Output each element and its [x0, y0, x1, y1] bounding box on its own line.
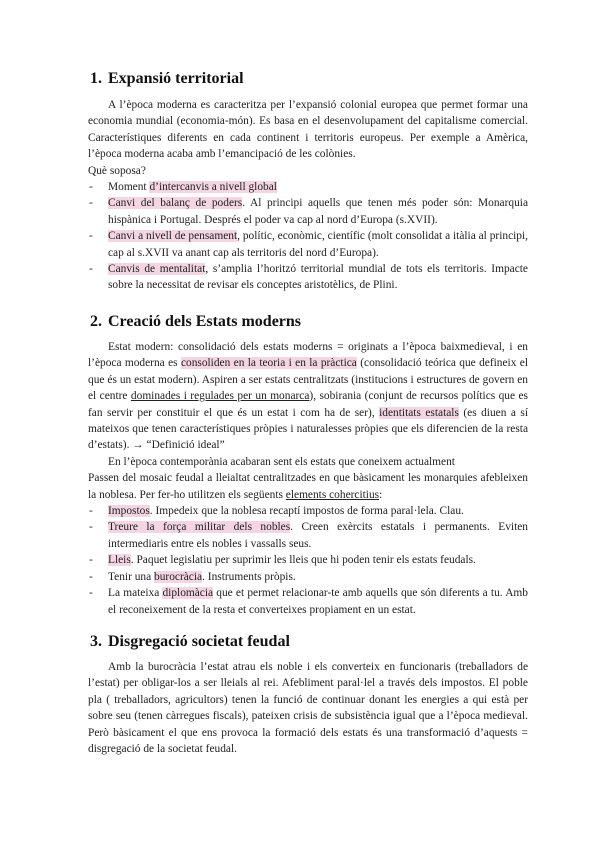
item-text: . Al principi aquells que tenen més poder són: Monarquia hispànica i Portugal. Després el poder va cap al nord d’Europa (s.XVII).	[108, 197, 528, 226]
list-item	[88, 569, 528, 585]
list-item	[88, 261, 528, 294]
item-text: , s’amplia l’horitzó territorial mundial de tots els territoris. Impacte sobre la necessitat de revisar els conceptes aristotèlics, de Plini.	[108, 263, 528, 292]
dash-marker: -	[89, 197, 93, 210]
section-3-paragraph: Amb la burocràcia l’estat atrau els noble i els converteix en funcionaris (treballadors de l’estat) per obligar-los a ser lleials al rei. Afebliment paral·lel a través dels impostos. El poble pla ( treballadors, agricultors) tenen la funció de continuar donant les energies a qui està per sobre seu (tenen càrregues fiscals), pateixen crisis de subsistència igual que a l’època medieval. Però bàsicament el que ens provoca la formació dels estats és una transformació d’aquests = disgregació de la societat feudal.	[88, 661, 528, 756]
item-text: . Impedeix que la noblesa recaptí impostos de forma paral·lela. Clau.	[149, 505, 464, 518]
list-item	[88, 585, 528, 618]
section-2-heading	[90, 313, 301, 331]
item-text: que et permet relacionar-te amb aquells que són diferents a tu. Amb el reconeixement de la resta et converteixes propiament en un estat.	[108, 587, 528, 616]
highlighted-text: Lleis	[108, 554, 131, 567]
dash-marker: -	[89, 181, 93, 194]
list-item	[88, 195, 528, 228]
section-2-paragraph-3	[88, 470, 528, 503]
list-item	[88, 228, 528, 261]
highlighted-text: consoliden en la teoria i en la pràctica	[180, 357, 357, 370]
section-1-title: Expansió territorial	[108, 70, 244, 87]
paragraph-text: “Definició ideal”	[143, 439, 225, 452]
section-1-intro: A l’època moderna es caracteritza per l’expansió colonial europea que permet formar una economia mundial (economia-món). Es basa en el desenvolupament del capitalisme comercial. Característiques diferents en cada continent i territoris europeus. Per exemple a Amèrica, l’època moderna acaba amb l’emancipació de les colònies.	[88, 99, 528, 161]
dash-marker: -	[89, 570, 93, 583]
dash-marker: -	[89, 505, 93, 518]
list-item	[88, 552, 528, 568]
section-3-heading	[90, 633, 290, 651]
dash-marker: -	[89, 263, 93, 276]
highlighted-text: burocràcia	[154, 570, 203, 583]
highlighted-text: Treure la força militar dels nobles	[108, 521, 291, 534]
dash-marker: -	[89, 521, 93, 534]
item-text: . Paquet legislatiu per suprimir les lleis que hi poden tenir els estats feudals.	[130, 554, 476, 567]
paragraph-text: Passen del mosaic feudal a lleialtat centralitzades en que bàsicament les monarquies afebleixen la noblesa. Per fer-ho utilitzen els següents	[88, 472, 528, 501]
section-1-list	[88, 179, 528, 294]
dash-marker: -	[89, 230, 93, 243]
highlighted-text: d’intercanvis a nivell global	[149, 181, 277, 194]
paragraph-text: ), sobirania (conjunt de recursos polítics que es fan servir per constituir el que és un estat i com ha de ser),	[88, 390, 528, 419]
section-3-number: 3.	[90, 633, 102, 650]
dash-marker: -	[89, 587, 93, 600]
section-2-list	[88, 503, 528, 618]
list-item	[88, 519, 528, 552]
highlighted-text: Canvi a nivell de pensament	[108, 230, 238, 243]
section-1-body	[88, 97, 528, 294]
section-2-title: Creació dels Estats moderns	[108, 313, 302, 330]
item-text: . Instruments pròpis.	[202, 570, 296, 583]
item-text: Moment	[108, 181, 150, 194]
highlighted-text: identitats estatals	[379, 406, 459, 419]
item-text: , polític, econòmic, científic (molt consolidat a itàlia al principi, cap al s.XVII va anant cap als territoris del nord d’Europa).	[108, 230, 528, 259]
underlined-text: elements cohercitius	[285, 488, 380, 501]
item-text: La mateixa	[108, 587, 163, 600]
list-item	[88, 179, 528, 195]
paragraph-text: (consolidació teórica que defineix el que és un estat modern). Aspiren a ser estats centralitzats (institucions i estructures de govern en el centre	[88, 357, 528, 403]
section-2-number: 2.	[90, 313, 102, 330]
section-2-paragraph-1	[88, 339, 528, 454]
highlighted-text: Impostos	[108, 505, 150, 518]
highlighted-text: Canvis de mentalitat	[108, 263, 206, 276]
paragraph-text: :	[379, 488, 383, 501]
section-3-body	[88, 659, 528, 757]
highlighted-text: diplomàcia	[162, 587, 214, 600]
list-item	[88, 503, 528, 519]
paragraph-text: Estat modern: consolidació dels estats moderns = originats a l’època baixmedieval, i en l’època moderna es	[88, 341, 528, 370]
arrow-icon: →	[132, 439, 144, 452]
section-2-paragraph-2: En l’època contemporània acabaran sent els estats que coneixem actualment	[108, 455, 455, 468]
section-2-body	[88, 339, 528, 618]
section-1-number: 1.	[90, 70, 102, 87]
section-3-title: Disgregació societat feudal	[108, 633, 290, 650]
underlined-text: dominades i regulades per un monarca	[130, 390, 310, 403]
section-1-heading	[90, 70, 244, 88]
dash-marker: -	[89, 554, 93, 567]
paragraph-text: (es diuen a sí mateixos que tenen característiques pròpies i naturalesses pròpies que els diferencien de la resta d’estats).	[88, 406, 528, 452]
section-1-question: Què soposa?	[88, 164, 146, 177]
item-text: Tenir una	[108, 570, 155, 583]
highlighted-text: Canvi del balanç de poders	[108, 197, 243, 210]
item-text: . Creen exèrcits estatals i permanents. Eviten intermediaris entre els nobles i vassalls seus.	[108, 521, 528, 550]
